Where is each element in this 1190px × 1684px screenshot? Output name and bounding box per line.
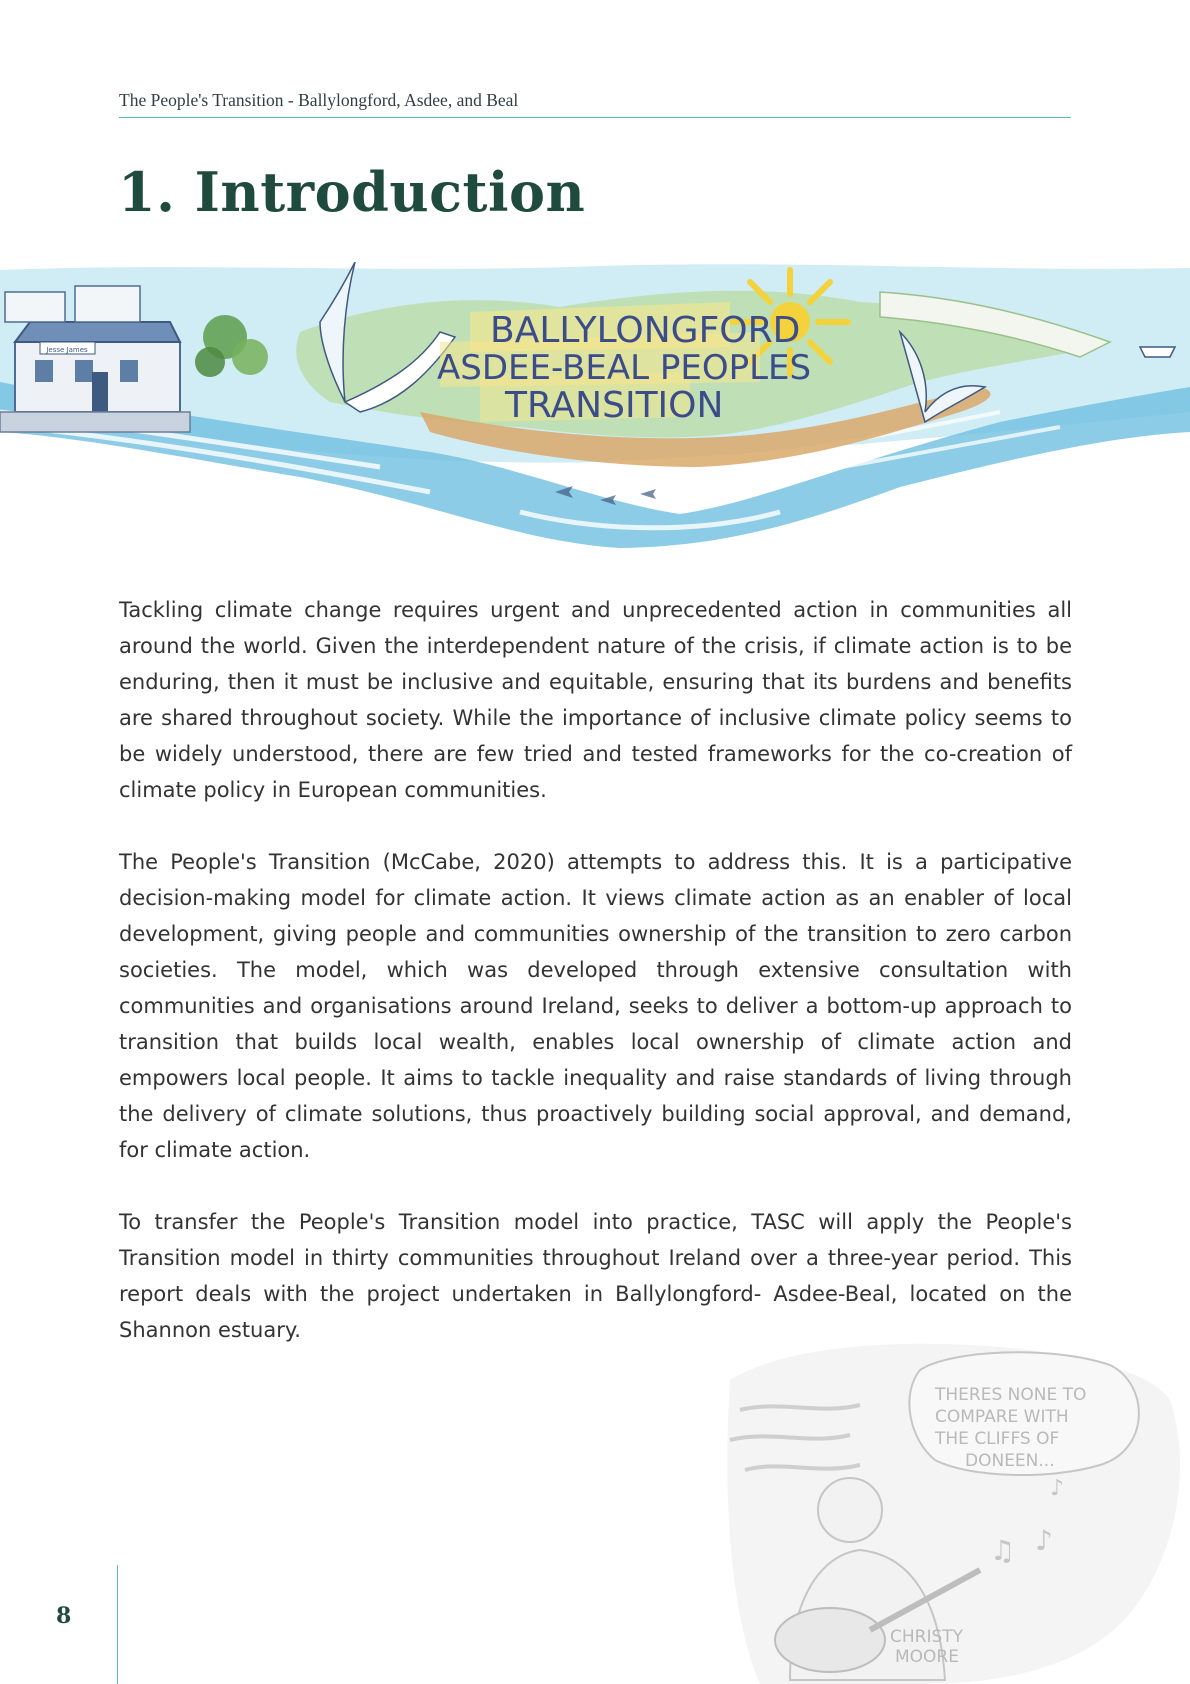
svg-text:♫: ♫ — [990, 1534, 1016, 1567]
bubble-line-4: DONEEN... — [965, 1451, 1055, 1471]
banner-line-2: ASDEE-BEAL PEOPLES — [437, 348, 812, 388]
caption-line-2: MOORE — [895, 1647, 959, 1667]
paragraph-3: To transfer the People's Transition model into practice, TASC will apply the People's Transition model in thirty communities throughout Ireland over a three-year period. This report deals with the project undertaken in Ballylongford- Asdee-Beal, located on the Shannon estuary. — [119, 1210, 1072, 1342]
page-title: 1. Introduction — [118, 160, 586, 224]
christy-moore-sketch — [720, 1340, 1190, 1684]
running-header: The People's Transition - Ballylongford, Asdee, and Beal — [119, 90, 1071, 118]
caption-line-1: CHRISTY — [890, 1627, 964, 1647]
banner-sign: Jesse James — [46, 346, 88, 354]
bubble-line-1: THERES NONE TO — [935, 1385, 1087, 1405]
page-number: 8 — [56, 1603, 72, 1629]
paragraph-1: Tackling climate change requires urgent and unprecedented action in communities all around the world. Given the interdependent nature of the crisis, if climate action is to be enduring, then it must be inclusive and equitable, ensuring that its burdens and benefits are shared throughout society. While the importance of inclusive climate policy seems to be widely understood, there are few tried and tested frameworks for the co-creation of climate policy in European communities. — [119, 598, 1072, 802]
bubble-line-3: THE CLIFFS OF — [935, 1429, 1060, 1449]
body-text — [119, 592, 1072, 1384]
banner-line-3: TRANSITION — [505, 385, 724, 426]
paragraph-2: The People's Transition (McCabe, 2020) attempts to address this. It is a participative decision-making model for climate action. It views climate action as an enabler of local development, giving people and communities ownership of the transition to zero carbon societies. The model, which was developed through extensive consultation with communities and organisations around Ireland, seeks to deliver a bottom-up approach to transition that builds local wealth, enables local ownership of climate action and empowers local people. It aims to tackle inequality and raise standards of living through the delivery of climate solutions, thus proactively building social approval, and demand, for climate action. — [119, 850, 1072, 1162]
banner-line-1: BALLYLONGFORD — [490, 310, 801, 351]
bubble-line-2: COMPARE WITH — [935, 1407, 1069, 1427]
banner-illustration — [0, 262, 1190, 552]
footer-rule — [117, 1565, 118, 1684]
banner-svg — [0, 262, 1190, 552]
sketch-svg — [720, 1340, 1190, 1684]
svg-text:♪: ♪ — [1050, 1476, 1065, 1501]
svg-text:♪: ♪ — [1035, 1524, 1053, 1557]
